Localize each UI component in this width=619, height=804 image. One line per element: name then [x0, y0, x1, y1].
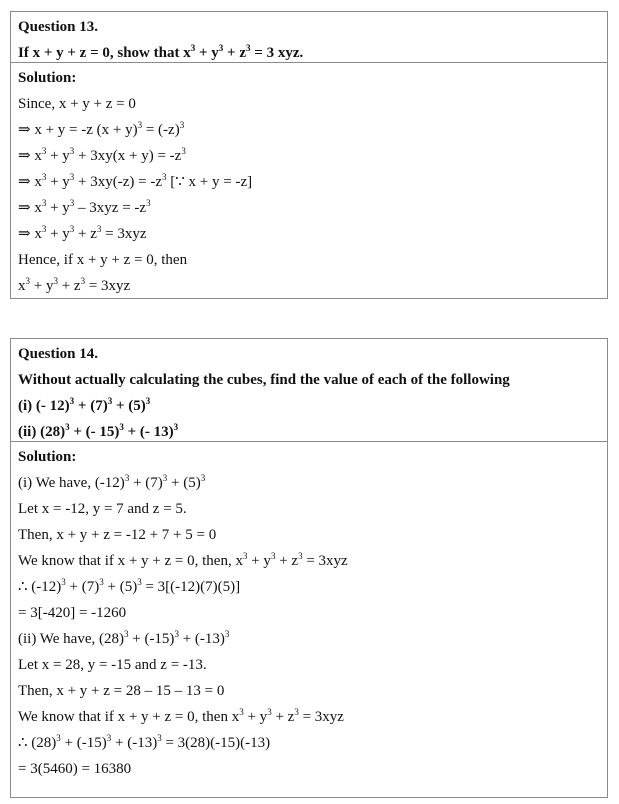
text-segment: = 3xyz	[85, 278, 131, 294]
text-segment: + z	[271, 709, 295, 725]
text-segment: = 3xyz	[298, 709, 344, 725]
text-segment: + z	[223, 45, 247, 61]
text-segment: Let x = -12, y = 7 and z = 5.	[18, 501, 187, 517]
text-segment: + (5)	[112, 398, 146, 414]
solution-line	[18, 143, 607, 169]
exponent: 3	[173, 422, 179, 432]
exponent: 3	[145, 396, 151, 406]
text-segment: + y	[30, 278, 54, 294]
text-segment: (i) We have, (-12)	[18, 475, 125, 491]
text-segment: ∴ (28)	[18, 735, 57, 751]
text-segment: + (5)	[167, 475, 201, 491]
exponent: 3	[69, 172, 75, 182]
text-segment: = 3(28)(-15)(-13)	[161, 735, 271, 751]
text-segment: = 3(5460) = 16380	[18, 761, 132, 777]
exponent: 3	[96, 224, 102, 234]
solution-line	[18, 247, 607, 273]
solution-line	[18, 678, 607, 704]
exponent: 3	[61, 577, 66, 587]
text-segment: We know that if x + y + z = 0, then x	[18, 709, 240, 725]
text-segment: Hence, if x + y + z = 0, then	[18, 252, 188, 268]
question-14-box	[10, 338, 608, 798]
exponent: 3	[298, 551, 303, 561]
text-segment: ⇒ x + y = -z (x + y)	[18, 122, 138, 138]
question-13-box	[10, 11, 608, 299]
text-segment: = (-z)	[142, 122, 180, 138]
text-segment: + (7)	[65, 579, 100, 595]
exponent: 3	[174, 629, 179, 639]
text-segment: ⇒ x	[18, 174, 42, 190]
exponent: 3	[294, 707, 299, 717]
exponent: 3	[224, 629, 230, 639]
exponent: 3	[123, 629, 129, 639]
text-segment: + z	[74, 226, 97, 242]
text-segment: If x + y + z = 0, show that x	[18, 45, 191, 61]
text-segment: + (-13)	[178, 631, 225, 647]
solution-line	[18, 574, 607, 600]
exponent: 3	[242, 551, 248, 561]
exponent: 3	[41, 224, 47, 234]
text-segment: = 3[-420] = -1260	[18, 605, 127, 621]
text-segment: + z	[275, 553, 299, 569]
solution-line	[18, 600, 607, 626]
exponent: 3	[65, 422, 70, 432]
exponent: 3	[69, 224, 75, 234]
solution-line	[18, 273, 607, 299]
exponent: 3	[137, 120, 143, 130]
text-segment: + (7)	[129, 475, 163, 491]
question-13-solution	[11, 63, 607, 299]
exponent: 3	[200, 473, 206, 483]
text-segment: + y	[195, 45, 219, 61]
question-13-header	[11, 12, 607, 63]
text-segment: Without actually calculating the cubes, find the value of each of the following	[18, 372, 510, 388]
solution-line	[18, 704, 607, 730]
text-segment: + (5)	[103, 579, 138, 595]
text-segment: Let x = 28, y = -15 and z = -13.	[18, 657, 207, 673]
solution-line	[18, 496, 607, 522]
solution-line	[18, 117, 607, 143]
exponent: 3	[124, 473, 130, 483]
text-segment: + y	[46, 226, 70, 242]
exponent: 3	[181, 146, 186, 156]
text-segment: – 3xyz = -z	[74, 200, 147, 216]
question-14-prompt	[18, 367, 607, 445]
question-14-solution	[11, 442, 607, 782]
exponent: 3	[107, 396, 113, 406]
solution-line	[18, 548, 607, 574]
text-segment: + (- 15)	[69, 424, 120, 440]
text-segment: ⇒ x	[18, 148, 42, 164]
text-segment: ⇒ x	[18, 226, 42, 242]
question-13-title: Question 13.	[18, 19, 99, 35]
text-segment: Since, x + y + z = 0	[18, 96, 136, 112]
text-segment: + 3xy(x + y) = -z	[74, 148, 182, 164]
text-segment: + (-15)	[60, 735, 107, 751]
text-segment: = 3xyz	[101, 226, 147, 242]
exponent: 3	[41, 198, 47, 208]
text-segment: ∴ (-12)	[18, 579, 62, 595]
exponent: 3	[41, 146, 47, 156]
question-14-solution-lines	[18, 470, 607, 782]
exponent: 3	[270, 551, 276, 561]
text-segment: + (7)	[74, 398, 108, 414]
text-segment: + y	[46, 200, 70, 216]
text-segment: + y	[243, 709, 268, 725]
prompt-line	[18, 367, 607, 393]
exponent: 3	[99, 577, 104, 587]
text-segment: + y	[247, 553, 271, 569]
text-segment: + 3xy(-z) = -z	[74, 174, 163, 190]
solution-line	[18, 470, 607, 496]
exponent: 3	[157, 733, 162, 743]
text-segment: We know that if x + y + z = 0, then, x	[18, 553, 243, 569]
text-segment: + (-13)	[111, 735, 158, 751]
text-segment: ⇒ x	[18, 200, 42, 216]
question-13-solution-lines	[18, 91, 607, 299]
text-segment: (i) (- 12)	[18, 398, 70, 414]
question-14-header	[11, 339, 607, 442]
text-segment: + (- 13)	[123, 424, 174, 440]
solution-line	[18, 195, 607, 221]
text-segment: + (-15)	[128, 631, 175, 647]
exponent: 3	[267, 707, 272, 717]
text-segment: + z	[57, 278, 81, 294]
text-segment: [∵ x + y = -z]	[166, 174, 253, 190]
exponent: 3	[69, 198, 75, 208]
text-segment: Then, x + y + z = -12 + 7 + 5 = 0	[18, 527, 217, 543]
question-14-title: Question 14.	[18, 346, 99, 362]
text-segment: + y	[46, 174, 70, 190]
solution-line	[18, 756, 607, 782]
text-segment: + y	[46, 148, 70, 164]
solution-line	[18, 221, 607, 247]
text-segment: = 3xyz	[302, 553, 348, 569]
exponent: 3	[41, 172, 47, 182]
text-segment: (ii) (28)	[18, 424, 66, 440]
exponent: 3	[179, 120, 185, 130]
exponent: 3	[190, 43, 196, 53]
exponent: 3	[162, 473, 168, 483]
exponent: 3	[69, 396, 75, 406]
exponent: 3	[106, 733, 112, 743]
prompt-line	[18, 393, 607, 419]
text-segment: (ii) We have, (28)	[18, 631, 124, 647]
solution-label: Solution:	[18, 449, 77, 465]
exponent: 3	[53, 276, 58, 286]
exponent: 3	[246, 43, 251, 53]
text-segment: x	[18, 278, 26, 294]
solution-line	[18, 626, 607, 652]
exponent: 3	[56, 733, 61, 743]
solution-line	[18, 169, 607, 195]
solution-line	[18, 652, 607, 678]
solution-line	[18, 730, 607, 756]
solution-line	[18, 91, 607, 117]
text-segment: = 3[(-12)(7)(5)]	[141, 579, 241, 595]
exponent: 3	[239, 707, 244, 717]
exponent: 3	[146, 198, 151, 208]
text-segment: = 3 xyz.	[250, 45, 304, 61]
text-segment: Then, x + y + z = 28 – 15 – 13 = 0	[18, 683, 225, 699]
exponent: 3	[69, 146, 75, 156]
exponent: 3	[137, 577, 142, 587]
exponent: 3	[162, 172, 167, 182]
exponent: 3	[119, 422, 124, 432]
solution-line	[18, 522, 607, 548]
exponent: 3	[218, 43, 224, 53]
exponent: 3	[25, 276, 30, 286]
exponent: 3	[80, 276, 86, 286]
solution-label: Solution:	[18, 70, 77, 86]
